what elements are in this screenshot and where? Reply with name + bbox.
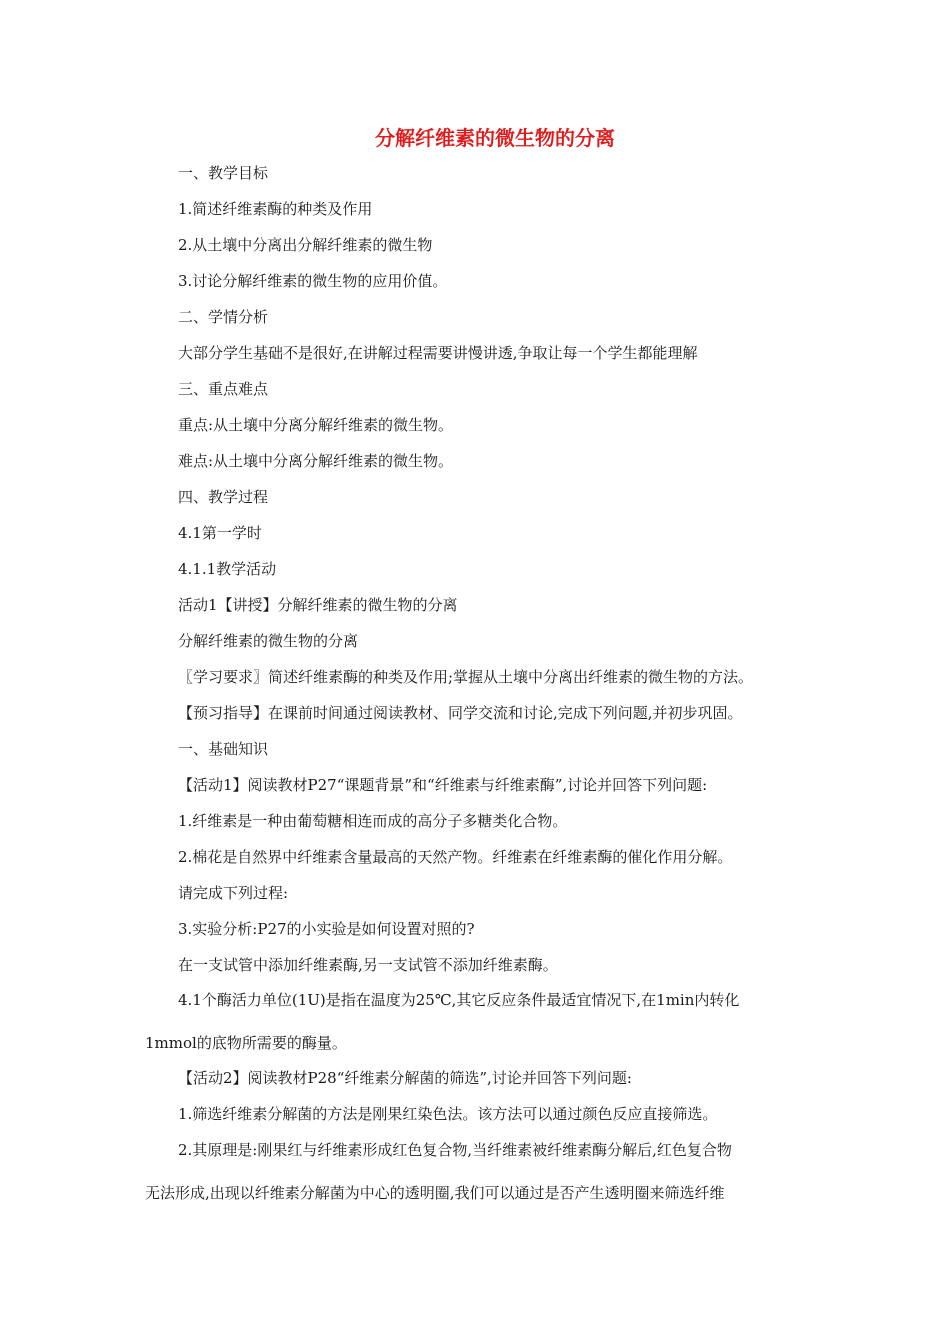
paragraph-line: 大部分学生基础不是很好,在讲解过程需要讲慢讲透,争取让每一个学生都能理解: [178, 344, 698, 362]
paragraph-line: 2.其原理是:刚果红与纤维素形成红色复合物,当纤维素被纤维素酶分解后,红色复合物: [178, 1141, 732, 1159]
paragraph-line: 〖学习要求〗简述纤维素酶的种类及作用;掌握从土壤中分离出纤维素的微生物的方法。: [178, 668, 754, 686]
paragraph-line: 1.筛选纤维素分解菌的方法是刚果红染色法。该方法可以通过颜色反应直接筛选。: [178, 1105, 718, 1123]
paragraph-line: 3.讨论分解纤维素的微生物的应用价值。: [178, 272, 448, 290]
heading-key-points: 三、重点难点: [178, 380, 269, 398]
paragraph-line: 重点:从土壤中分离分解纤维素的微生物。: [178, 416, 454, 434]
paragraph-line: 4.1个酶活力单位(1U)是指在温度为25℃,其它反应条件最适宜情况下,在1min内转化: [178, 991, 740, 1009]
paragraph-line: 请完成下列过程:: [178, 884, 289, 902]
paragraph-line: 1.纤维素是一种由葡萄糖相连而成的高分子多糖类化合物。: [178, 812, 568, 830]
heading-teaching-goals: 一、教学目标: [178, 164, 269, 182]
paragraph-line: 【活动2】阅读教材P28“纤维素分解菌的筛选”,讨论并回答下列问题:: [178, 1069, 632, 1087]
paragraph-line: 4.1第一学时: [178, 524, 262, 542]
heading-teaching-process: 四、教学过程: [178, 488, 269, 506]
paragraph-line: 3.实验分析:P27的小实验是如何设置对照的?: [178, 920, 475, 938]
paragraph-line: 在一支试管中添加纤维素酶,另一支试管不添加纤维素酶。: [178, 956, 558, 974]
heading-basic-knowledge: 一、基础知识: [178, 740, 269, 758]
paragraph-line: 分解纤维素的微生物的分离: [178, 632, 359, 650]
heading-student-analysis: 二、学情分析: [178, 308, 269, 326]
paragraph-line: 活动1【讲授】分解纤维素的微生物的分离: [178, 596, 458, 614]
paragraph-line: 1.简述纤维素酶的种类及作用: [178, 200, 373, 218]
paragraph-line: 难点:从土壤中分离分解纤维素的微生物。: [178, 452, 454, 470]
paragraph-line: 【预习指导】在课前时间通过阅读教材、同学交流和讨论,完成下列问题,并初步巩固。: [178, 704, 743, 722]
paragraph-line: 4.1.1教学活动: [178, 560, 277, 578]
document-title: 分解纤维素的微生物的分离: [375, 126, 615, 150]
paragraph-line: 无法形成,出现以纤维素分解菌为中心的透明圈,我们可以通过是否产生透明圈来筛选纤维: [145, 1184, 725, 1202]
paragraph-line: 2.从土壤中分离出分解纤维素的微生物: [178, 236, 433, 254]
paragraph-line: 1mmol的底物所需要的酶量。: [145, 1034, 347, 1052]
paragraph-line: 2.棉花是自然界中纤维素含量最高的天然产物。纤维素在纤维素酶的催化作用分解。: [178, 848, 733, 866]
paragraph-line: 【活动1】阅读教材P27“课题背景”和“纤维素与纤维素酶”,讨论并回答下列问题:: [178, 776, 708, 794]
